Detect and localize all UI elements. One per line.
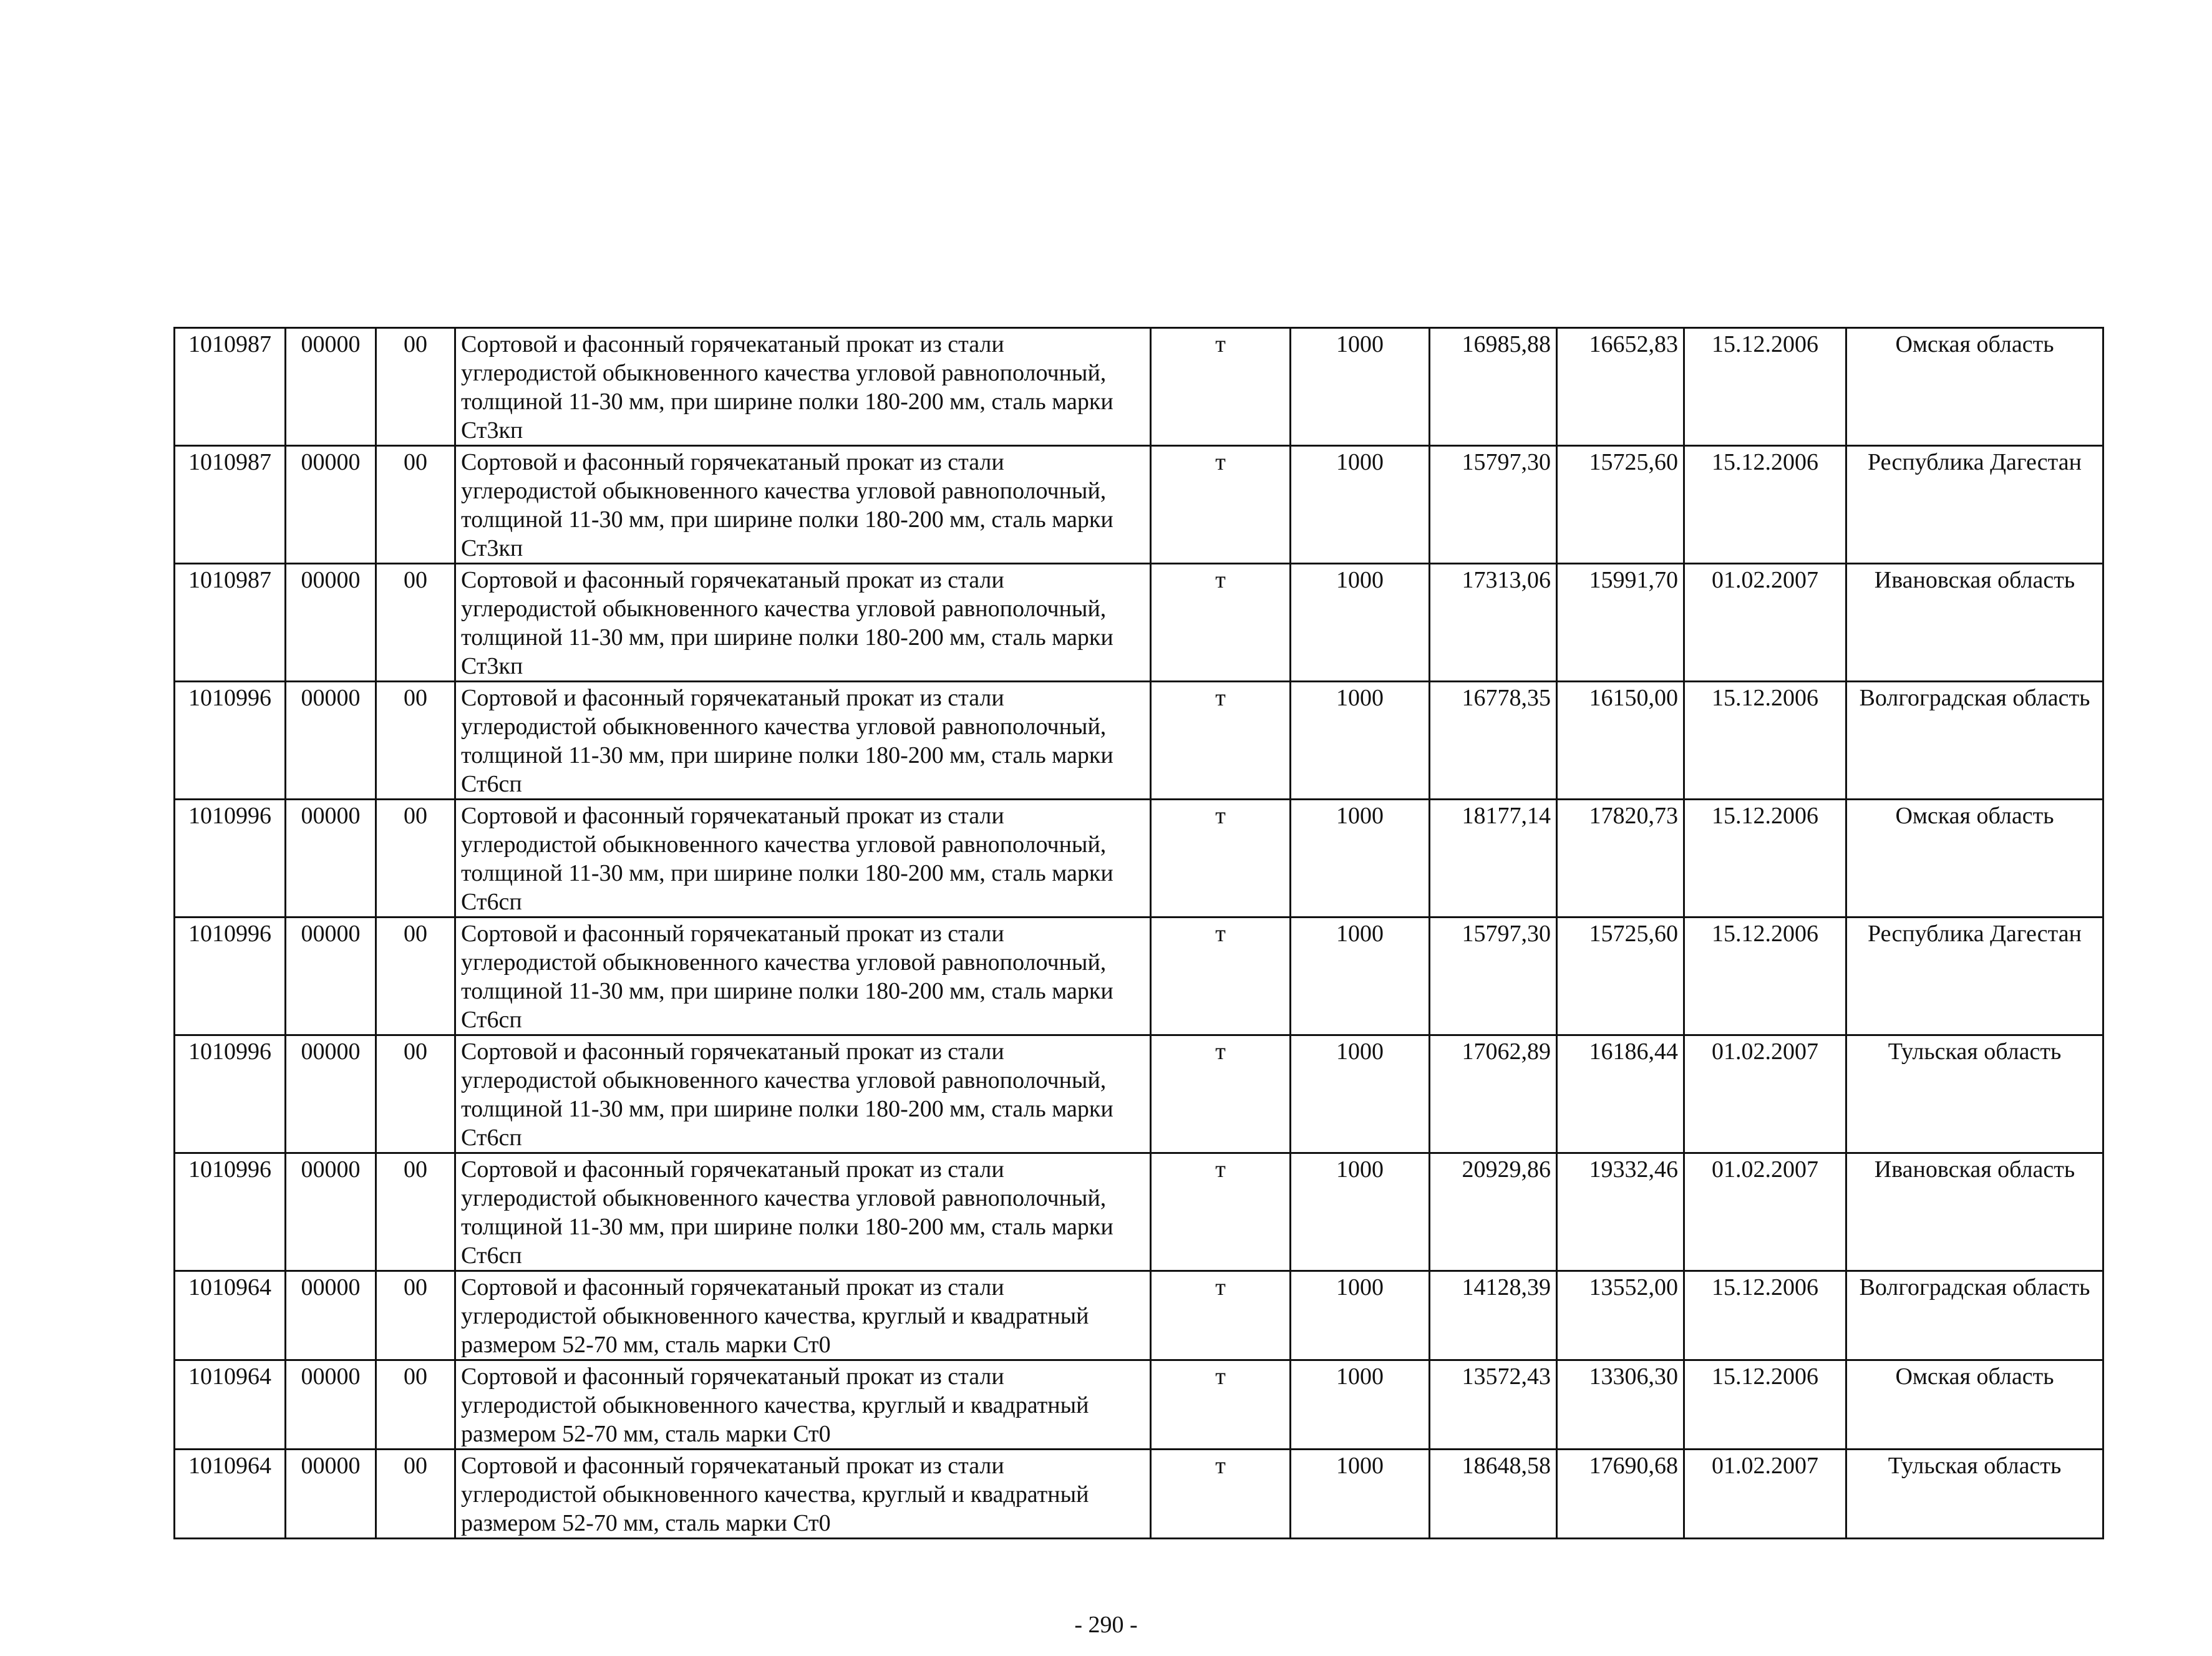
cell-date: 15.12.2006	[1684, 800, 1846, 918]
cell-date: 01.02.2007	[1684, 1153, 1846, 1271]
cell-suffix: 00	[376, 800, 455, 918]
cell-subcode: 00000	[286, 800, 376, 918]
price-table	[173, 327, 2104, 1539]
cell-description: Сортовой и фасонный горячекатаный прокат из стали углеродистой обыкновенного качества, круглый и квадратный размером 52-70 мм, сталь марки Ст0	[455, 1360, 1151, 1450]
cell-code: 1010987	[175, 446, 286, 564]
cell-quantity: 1000	[1291, 564, 1430, 682]
cell-suffix: 00	[376, 328, 455, 446]
cell-description: Сортовой и фасонный горячекатаный прокат из стали углеродистой обыкновенного качества угловой равнополочный, толщиной 11-30 мм, при ширине полки 180-200 мм, сталь марки Ст6сп	[455, 682, 1151, 800]
cell-description: Сортовой и фасонный горячекатаный прокат из стали углеродистой обыкновенного качества угловой равнополочный, толщиной 11-30 мм, при ширине полки 180-200 мм, сталь марки Ст6сп	[455, 1153, 1151, 1271]
table-row	[175, 682, 2103, 800]
cell-unit: т	[1151, 564, 1291, 682]
cell-region: Ивановская область	[1846, 564, 2103, 682]
cell-region: Республика Дагестан	[1846, 446, 2103, 564]
cell-quantity: 1000	[1291, 1153, 1430, 1271]
cell-suffix: 00	[376, 1035, 455, 1153]
cell-description: Сортовой и фасонный горячекатаный прокат из стали углеродистой обыкновенного качества угловой равнополочный, толщиной 11-30 мм, при ширине полки 180-200 мм, сталь марки Ст3кп	[455, 564, 1151, 682]
cell-price-2: 15991,70	[1557, 564, 1684, 682]
cell-date: 01.02.2007	[1684, 564, 1846, 682]
cell-price-2: 19332,46	[1557, 1153, 1684, 1271]
cell-quantity: 1000	[1291, 1450, 1430, 1539]
cell-region: Ивановская область	[1846, 1153, 2103, 1271]
cell-quantity: 1000	[1291, 328, 1430, 446]
cell-description: Сортовой и фасонный горячекатаный прокат из стали углеродистой обыкновенного качества угловой равнополочный, толщиной 11-30 мм, при ширине полки 180-200 мм, сталь марки Ст6сп	[455, 918, 1151, 1035]
cell-price-1: 15797,30	[1430, 446, 1557, 564]
cell-price-1: 16778,35	[1430, 682, 1557, 800]
cell-price-1: 17313,06	[1430, 564, 1557, 682]
cell-subcode: 00000	[286, 446, 376, 564]
cell-quantity: 1000	[1291, 918, 1430, 1035]
cell-code: 1010964	[175, 1271, 286, 1360]
cell-unit: т	[1151, 800, 1291, 918]
cell-subcode: 00000	[286, 328, 376, 446]
cell-description: Сортовой и фасонный горячекатаный прокат из стали углеродистой обыкновенного качества, круглый и квадратный размером 52-70 мм, сталь марки Ст0	[455, 1271, 1151, 1360]
cell-region: Омская область	[1846, 328, 2103, 446]
cell-subcode: 00000	[286, 1360, 376, 1450]
table-row	[175, 800, 2103, 918]
cell-suffix: 00	[376, 1360, 455, 1450]
cell-region: Волгоградская область	[1846, 682, 2103, 800]
cell-price-2: 15725,60	[1557, 446, 1684, 564]
cell-region: Омская область	[1846, 800, 2103, 918]
cell-code: 1010964	[175, 1450, 286, 1539]
cell-code: 1010996	[175, 1153, 286, 1271]
cell-price-2: 17820,73	[1557, 800, 1684, 918]
table-row	[175, 446, 2103, 564]
cell-suffix: 00	[376, 682, 455, 800]
cell-code: 1010996	[175, 682, 286, 800]
cell-description: Сортовой и фасонный горячекатаный прокат из стали углеродистой обыкновенного качества, круглый и квадратный размером 52-70 мм, сталь марки Ст0	[455, 1450, 1151, 1539]
cell-unit: т	[1151, 1360, 1291, 1450]
table-row	[175, 564, 2103, 682]
table-row	[175, 1035, 2103, 1153]
cell-code: 1010987	[175, 564, 286, 682]
cell-subcode: 00000	[286, 1271, 376, 1360]
cell-subcode: 00000	[286, 1450, 376, 1539]
cell-date: 01.02.2007	[1684, 1450, 1846, 1539]
table-row	[175, 1153, 2103, 1271]
cell-price-2: 16186,44	[1557, 1035, 1684, 1153]
cell-price-2: 15725,60	[1557, 918, 1684, 1035]
cell-price-1: 16985,88	[1430, 328, 1557, 446]
table-row	[175, 918, 2103, 1035]
cell-region: Тульская область	[1846, 1450, 2103, 1539]
cell-price-2: 16150,00	[1557, 682, 1684, 800]
table-row	[175, 1450, 2103, 1539]
cell-code: 1010996	[175, 918, 286, 1035]
cell-suffix: 00	[376, 1450, 455, 1539]
cell-date: 15.12.2006	[1684, 328, 1846, 446]
cell-suffix: 00	[376, 918, 455, 1035]
cell-date: 01.02.2007	[1684, 1035, 1846, 1153]
cell-quantity: 1000	[1291, 446, 1430, 564]
cell-unit: т	[1151, 1450, 1291, 1539]
cell-suffix: 00	[376, 1271, 455, 1360]
cell-description: Сортовой и фасонный горячекатаный прокат из стали углеродистой обыкновенного качества угловой равнополочный, толщиной 11-30 мм, при ширине полки 180-200 мм, сталь марки Ст3кп	[455, 328, 1151, 446]
cell-code: 1010996	[175, 1035, 286, 1153]
cell-region: Омская область	[1846, 1360, 2103, 1450]
cell-quantity: 1000	[1291, 1035, 1430, 1153]
cell-date: 15.12.2006	[1684, 1271, 1846, 1360]
cell-price-2: 13306,30	[1557, 1360, 1684, 1450]
cell-date: 15.12.2006	[1684, 446, 1846, 564]
table-row	[175, 328, 2103, 446]
cell-unit: т	[1151, 446, 1291, 564]
cell-unit: т	[1151, 682, 1291, 800]
cell-quantity: 1000	[1291, 800, 1430, 918]
cell-price-2: 16652,83	[1557, 328, 1684, 446]
cell-price-1: 17062,89	[1430, 1035, 1557, 1153]
cell-price-1: 13572,43	[1430, 1360, 1557, 1450]
cell-price-1: 14128,39	[1430, 1271, 1557, 1360]
cell-price-1: 20929,86	[1430, 1153, 1557, 1271]
cell-suffix: 00	[376, 564, 455, 682]
cell-date: 15.12.2006	[1684, 918, 1846, 1035]
page-number: - 290 -	[1074, 1612, 1138, 1638]
cell-unit: т	[1151, 918, 1291, 1035]
cell-region: Тульская область	[1846, 1035, 2103, 1153]
cell-suffix: 00	[376, 1153, 455, 1271]
cell-description: Сортовой и фасонный горячекатаный прокат из стали углеродистой обыкновенного качества угловой равнополочный, толщиной 11-30 мм, при ширине полки 180-200 мм, сталь марки Ст6сп	[455, 1035, 1151, 1153]
cell-price-2: 17690,68	[1557, 1450, 1684, 1539]
cell-quantity: 1000	[1291, 1271, 1430, 1360]
cell-quantity: 1000	[1291, 682, 1430, 800]
cell-subcode: 00000	[286, 918, 376, 1035]
cell-unit: т	[1151, 1035, 1291, 1153]
cell-date: 15.12.2006	[1684, 1360, 1846, 1450]
cell-unit: т	[1151, 1153, 1291, 1271]
cell-price-2: 13552,00	[1557, 1271, 1684, 1360]
cell-suffix: 00	[376, 446, 455, 564]
cell-region: Волгоградская область	[1846, 1271, 2103, 1360]
cell-region: Республика Дагестан	[1846, 918, 2103, 1035]
cell-subcode: 00000	[286, 564, 376, 682]
cell-description: Сортовой и фасонный горячекатаный прокат из стали углеродистой обыкновенного качества угловой равнополочный, толщиной 11-30 мм, при ширине полки 180-200 мм, сталь марки Ст6сп	[455, 800, 1151, 918]
cell-subcode: 00000	[286, 1153, 376, 1271]
cell-price-1: 18648,58	[1430, 1450, 1557, 1539]
cell-code: 1010987	[175, 328, 286, 446]
cell-subcode: 00000	[286, 1035, 376, 1153]
table-row	[175, 1360, 2103, 1450]
cell-price-1: 15797,30	[1430, 918, 1557, 1035]
cell-unit: т	[1151, 1271, 1291, 1360]
cell-description: Сортовой и фасонный горячекатаный прокат из стали углеродистой обыкновенного качества угловой равнополочный, толщиной 11-30 мм, при ширине полки 180-200 мм, сталь марки Ст3кп	[455, 446, 1151, 564]
cell-subcode: 00000	[286, 682, 376, 800]
table-row	[175, 1271, 2103, 1360]
cell-date: 15.12.2006	[1684, 682, 1846, 800]
cell-unit: т	[1151, 328, 1291, 446]
cell-code: 1010996	[175, 800, 286, 918]
cell-quantity: 1000	[1291, 1360, 1430, 1450]
cell-price-1: 18177,14	[1430, 800, 1557, 918]
cell-code: 1010964	[175, 1360, 286, 1450]
